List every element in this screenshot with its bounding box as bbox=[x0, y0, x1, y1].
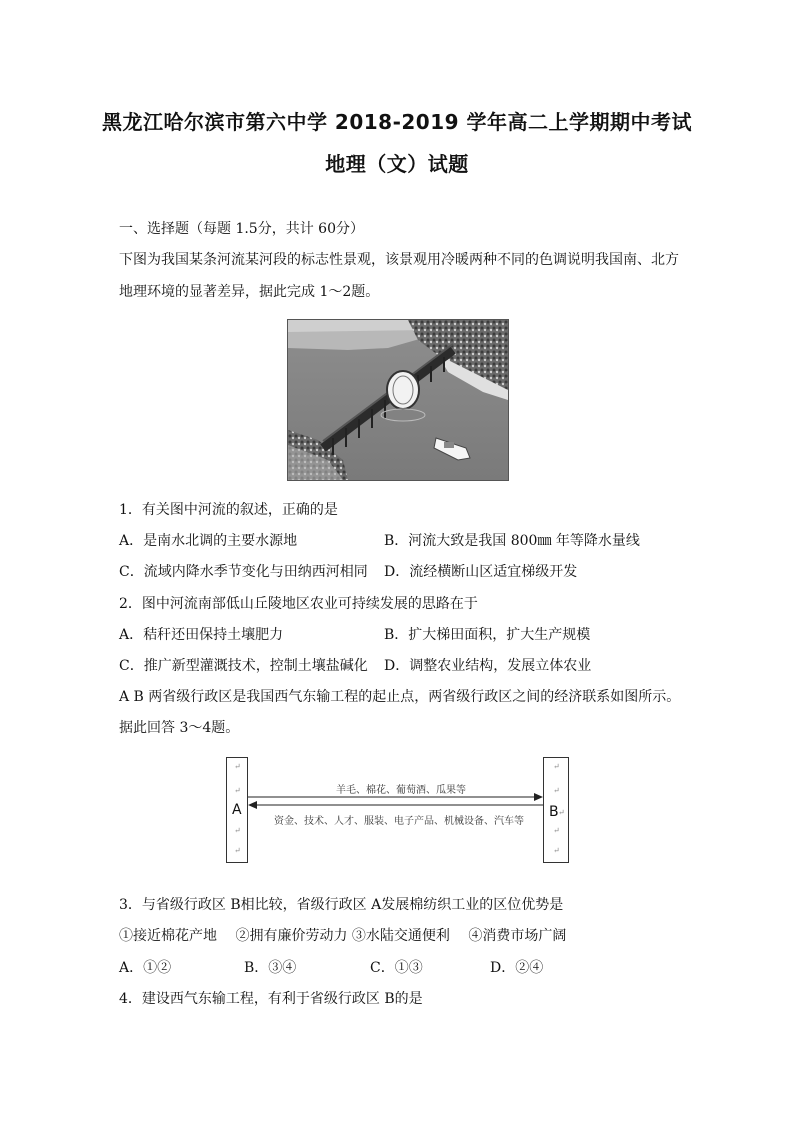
intro-2-line-1: A B 两省级行政区是我国西气东输工程的起止点，两省级行政区之间的经济联系如图所示。 bbox=[119, 689, 681, 705]
province-a-label: A bbox=[232, 802, 242, 818]
q3-option-a: A．①② bbox=[119, 960, 172, 976]
arrow-b-to-a-head bbox=[248, 801, 257, 809]
q3-stem: 3．与省级行政区 B相比较，省级行政区 A发展棉纺织工业的区位优势是 bbox=[119, 897, 564, 913]
q1-option-c: C．流域内降水季节变化与田纳西河相同 bbox=[119, 564, 368, 580]
economic-linkage-diagram bbox=[226, 757, 571, 863]
q1-stem: 1．有关图中河流的叙述，正确的是 bbox=[119, 502, 338, 518]
return-mark: ↵ bbox=[234, 762, 241, 771]
flow-a-to-b-label: 羊毛、棉花、葡萄酒、瓜果等 bbox=[336, 785, 466, 796]
q3-option-b: B．③④ bbox=[244, 960, 297, 976]
q1-option-a: A．是南水北调的主要水源地 bbox=[119, 533, 298, 549]
q3-option-d: D．②④ bbox=[490, 960, 544, 976]
return-mark: ↵ bbox=[553, 826, 560, 835]
q4-stem: 4．建设西气东输工程，有利于省级行政区 B的是 bbox=[119, 991, 423, 1007]
arrow-a-to-b-head bbox=[534, 793, 543, 801]
return-mark: ↵ bbox=[553, 762, 560, 771]
intro-1-line-2: 地理环境的显著差异，据此完成 1～2题。 bbox=[119, 284, 380, 300]
return-mark: ↵ bbox=[553, 786, 560, 795]
flow-b-to-a-label: 资金、技术、人才、服装、电子产品、机械设备、汽车等 bbox=[274, 816, 524, 827]
return-mark: ↵ bbox=[553, 846, 560, 855]
section-heading: 一、选择题（每题 1.5分，共计 60分） bbox=[119, 221, 364, 237]
return-mark: ↵ bbox=[558, 808, 565, 817]
intro-2-line-2: 据此回答 3～4题。 bbox=[119, 720, 240, 736]
title-line-2: 地理（文）试题 bbox=[325, 152, 469, 176]
q3-option-c: C．①③ bbox=[370, 960, 423, 976]
river-landmark-photo bbox=[287, 319, 509, 481]
q1-option-b: B．河流大致是我国 800㎜ 年等降水量线 bbox=[384, 533, 640, 549]
intro-1-line-1: 下图为我国某条河流某河段的标志性景观，该景观用冷暖两种不同的色调说明我国南、北方 bbox=[119, 252, 679, 268]
q3-factors: ①接近棉花产地 ②拥有廉价劳动力 ③水陆交通便利 ④消费市场广阔 bbox=[119, 928, 567, 944]
q2-stem: 2．图中河流南部低山丘陵地区农业可持续发展的思路在于 bbox=[119, 596, 478, 612]
q2-option-a: A．秸秆还田保持土壤肥力 bbox=[119, 627, 284, 643]
q1-option-d: D．流经横断山区适宜梯级开发 bbox=[384, 564, 578, 580]
province-b-label: B bbox=[549, 804, 559, 820]
q2-option-d: D．调整农业结构，发展立体农业 bbox=[384, 658, 592, 674]
return-mark: ↵ bbox=[234, 786, 241, 795]
title-line-1: 黑龙江哈尔滨市第六中学 2018-2019 学年高二上学期期中考试 bbox=[101, 110, 693, 134]
return-mark: ↵ bbox=[234, 846, 241, 855]
q2-option-b: B．扩大梯田面积，扩大生产规模 bbox=[384, 627, 591, 643]
return-mark: ↵ bbox=[234, 826, 241, 835]
q2-option-c: C．推广新型灌溉技术，控制土壤盐碱化 bbox=[119, 658, 368, 674]
